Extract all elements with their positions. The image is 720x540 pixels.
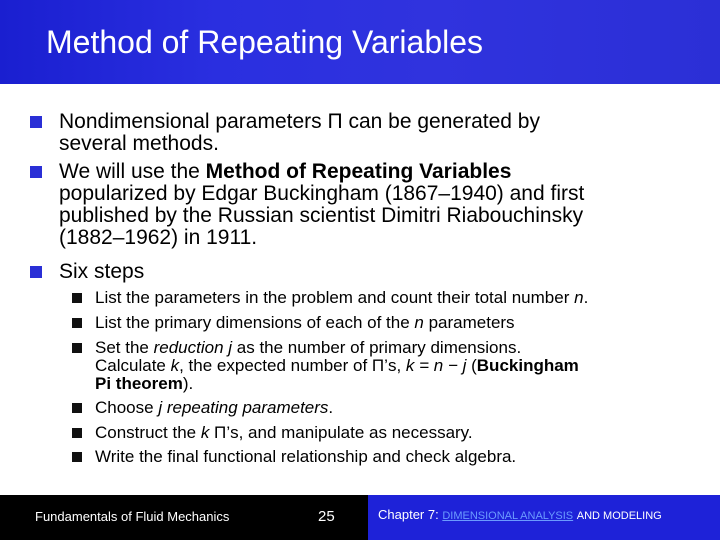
bullet-2-line-3: published by the Russian scientist Dimitri Riabouchinsky (59, 204, 584, 227)
step-5: Construct the k Π’s, and manipulate as necessary. (95, 423, 473, 442)
sub-bullet-marker (72, 428, 82, 438)
footer-course: Fundamentals of Fluid Mechanics (35, 509, 230, 524)
bullet-1-text (59, 111, 699, 155)
bullet-2-line-4: (1882–1962) in 1911. (59, 226, 258, 249)
bullet-2-line-2: popularized by Edgar Buckingham (1867–1940) and first (59, 182, 585, 205)
chapter-suffix: AND MODELING (576, 510, 662, 522)
bullet-marker (30, 116, 42, 128)
sub-bullet-marker (72, 318, 82, 328)
footer (0, 495, 720, 540)
chapter-prefix: Chapter 7: (378, 507, 443, 522)
title-bar (0, 0, 720, 84)
bullet-3-text: Six steps (59, 260, 145, 283)
sub-bullet-marker (72, 452, 82, 462)
sub-bullet-marker (72, 293, 82, 303)
bullet-marker (30, 266, 42, 278)
bullet-1-line-1: Nondimensional parameters Π can be generated by (59, 110, 540, 133)
sub-bullet-marker (72, 403, 82, 413)
page-number: 25 (318, 508, 335, 525)
footer-chapter-box (368, 495, 720, 540)
step-2: List the primary dimensions of each of the n parameters (95, 313, 515, 332)
chapter-link[interactable]: DIMENSIONAL ANALYSIS (442, 510, 574, 522)
step-3: Set the reduction j as the number of primary dimensions. Calculate k, the expected number of Π’s, k = n − j (Buckingham Pi theorem). (95, 338, 579, 393)
bullet-2-bold: Method of Repeating Variables (205, 160, 512, 183)
bullet-marker (30, 166, 42, 178)
footer-chapter (378, 507, 662, 522)
sub-bullet-marker (72, 343, 82, 353)
bullet-2-lead: We will use the (59, 160, 206, 183)
step-1: List the parameters in the problem and count their total number n. (95, 288, 589, 307)
bullet-1-line-2: several methods. (59, 132, 219, 155)
step-6: Write the final functional relationship and check algebra. (95, 447, 517, 466)
slide-title: Method of Repeating Variables (46, 24, 484, 60)
bullet-2-text (59, 161, 699, 249)
step-4: Choose j repeating parameters. (95, 398, 334, 417)
